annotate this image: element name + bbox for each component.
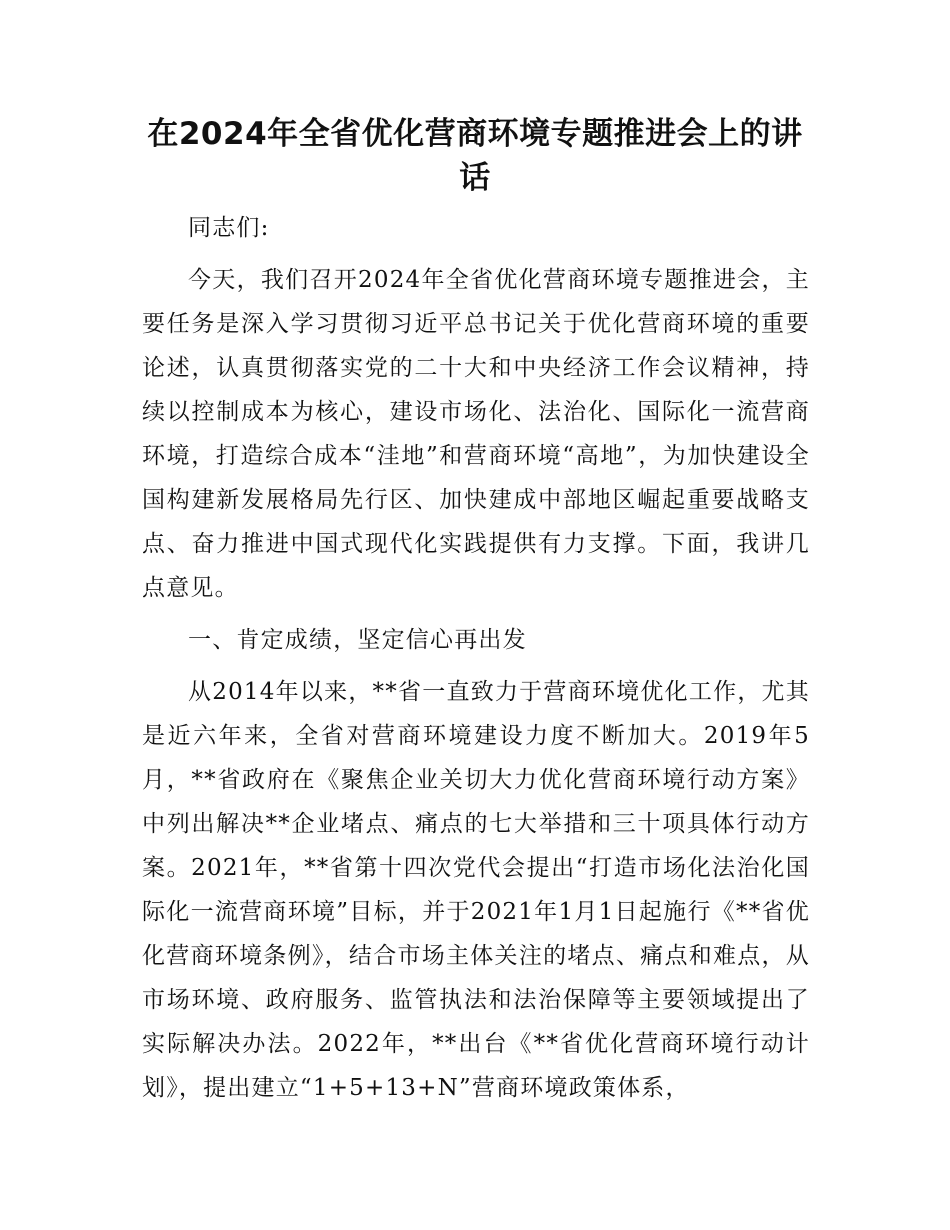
- paragraph-opening: 今天，我们召开2024年全省优化营商环境专题推进会，主要任务是深入学习贯彻习近平总书记关于优化营商环境的重要论述，认真贯彻落实党的二十大和中央经济工作会议精神，持续以控制成本为核心，建设市场化、法治化、国际化一流营商环境，打造综合成本“洼地”和营商环境“高地”，为加快建设全国构建新发展格局先行区、加快建成中部地区崛起重要战略支点、奋力推进中国式现代化实践提供有力支撑。下面，我讲几点意见。: [142, 267, 810, 601]
- paragraph-history: 从2014年以来，**省一直致力于营商环境优化工作，尤其是近六年来，全省对营商环境建设力度不断加大。2019年5月，**省政府在《聚焦企业关切大力优化营商环境行动方案》中列出解决**企业堵点、痛点的七大举措和三十项具体行动方案。2021年，**省第十四次党代会提出“打造市场化法治化国际化一流营商环境”目标，并于2021年1月1日起施行《**省优化营商环境条例》，结合市场主体关注的堵点、痛点和难点，从市场环境、政府服务、监管执法和法治保障等主要领域提出了实际解决办法。2022年，**出台《**省优化营商环境行动计划》，提出建立“1+5+13+N”营商环境政策体系，: [142, 679, 810, 1101]
- document-title: 在2024年全省优化营商环境专题推进会上的讲话: [147, 116, 803, 196]
- document-body: [142, 206, 810, 1118]
- salutation: 同志们:: [188, 215, 270, 241]
- section-heading-1: 一、肯定成绩，坚定信心再出发: [188, 627, 527, 653]
